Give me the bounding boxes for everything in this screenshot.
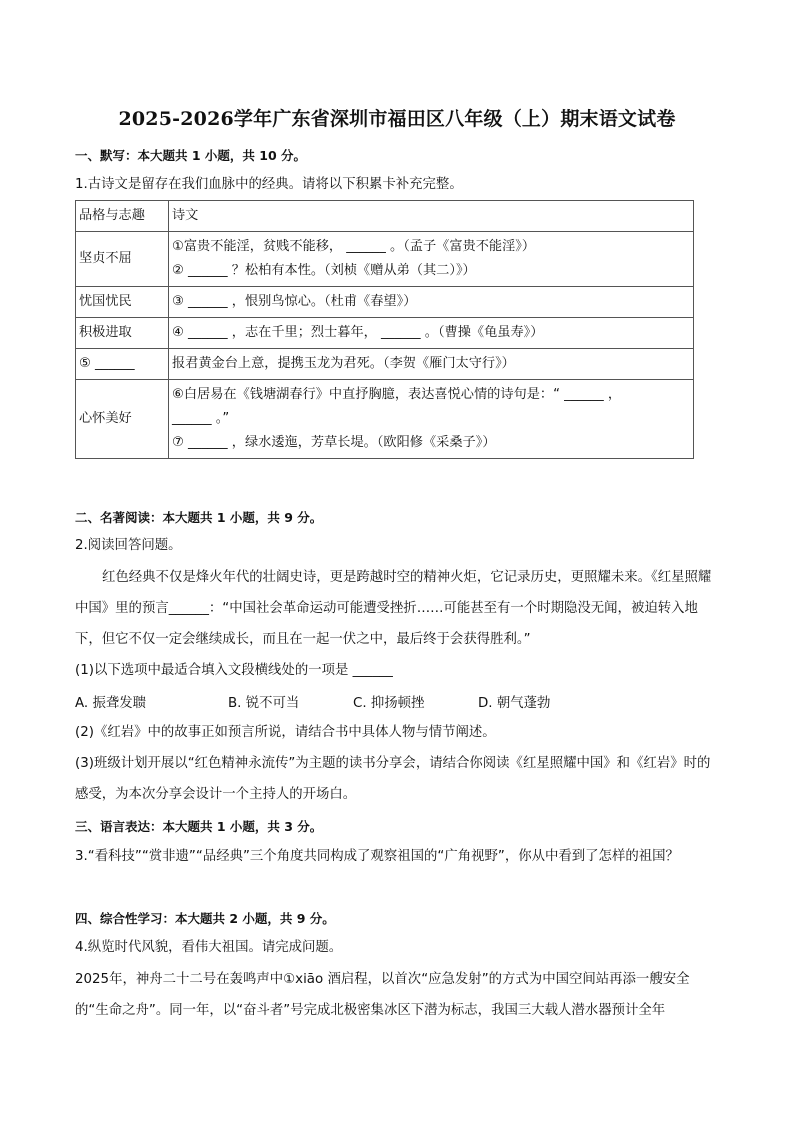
passage-red-classics: 红色经典不仅是烽火年代的壮阔史诗，更是跨越时空的精神火炬，它记录历史，更照耀未来。《红星照耀中国》里的预言______：“中国社会革命运动可能遭受挫折……可能甚至有一个时期隐没无闻，被迫转入地下，但它不仅一定会继续成长，而且在一起一伏之中，最后终于会获得胜利。” [75, 570, 712, 647]
poem-line: ② ______ ？松柏有本性。（刘桢《赠从弟（其二）》） [172, 263, 476, 278]
row-label: ⑤ ______ [76, 349, 169, 380]
option-d: D. 朝气蓬勃 [478, 696, 551, 711]
question-2: 2.阅读回答问题。 [75, 538, 182, 553]
table-row [76, 318, 694, 349]
table-header-cell: 品格与志趣 [76, 201, 169, 232]
sub-question-2: (2)《红岩》中的故事正如预言所说，请结合书中具体人物与情节阐述。 [75, 725, 496, 740]
poem-line: ④ ______ ，志在千里；烈士暮年， ______ 。（曹操《龟虽寿》） [172, 325, 544, 340]
option-c: C. 抑扬顿挫 [353, 696, 425, 711]
sub-question-1: (1)以下选项中最适合填入文段横线处的一项是 ______ [75, 663, 393, 678]
poem-line: ⑦ ______ ，绿水逶迤，芳草长堤。（欧阳修《采桑子》） [172, 435, 496, 450]
table-header-cell: 诗文 [169, 201, 694, 232]
sub-question-3: (3)班级计划开展以“红色精神永流传”为主题的读书分享会，请结合你阅读《红星照耀中国》和《红岩》时的感受，为本次分享会设计一个主持人的开场白。 [75, 756, 711, 802]
section4-heading: 四、综合性学习：本大题共 2 小题，共 9 分。 [75, 911, 335, 926]
table-row [76, 287, 694, 318]
table-row [76, 349, 694, 380]
row-label: 心怀美好 [76, 380, 169, 459]
exam-title: 2025-2026学年广东省深圳市福田区八年级（上）期末语文试卷 [118, 108, 676, 130]
row-content [169, 349, 694, 380]
table-header-row [76, 201, 694, 232]
poem-table [75, 200, 694, 459]
table-row [76, 232, 694, 287]
question-3: 3.“看科技”“赏非遗”“品经典”三个角度共同构成了观察祖国的“广角视野”，你从中看到了怎样的祖国？ [75, 849, 679, 864]
section1-heading: 一、默写：本大题共 1 小题，共 10 分。 [75, 148, 307, 163]
poem-line: 报君黄金台上意，提携玉龙为君死。（李贺《雁门太守行》） [172, 356, 515, 371]
row-content [169, 232, 694, 287]
option-a: A. 振聋发聩 [75, 696, 146, 711]
question-4: 4.纵览时代风貌，看伟大祖国。请完成问题。 [75, 940, 343, 955]
poem-line: ③ ______ ，恨别鸟惊心。（杜甫《春望》） [172, 294, 417, 309]
row-label: 积极进取 [76, 318, 169, 349]
option-b: B. 锐不可当 [228, 696, 300, 711]
options-row [75, 692, 720, 711]
row-content [169, 318, 694, 349]
passage-shenzhou: 2025年，神舟二十二号在轰鸣声中①xiāo 酒启程，以首次“应急发射”的方式为中国空间站再添一艘安全的“生命之舟”。同一年，以“奋斗者”号完成北极密集冰区下潜为标志，我国三大载人潜水器预计全年 [75, 972, 690, 1018]
poem-line: ______ 。” [172, 411, 230, 426]
question-1: 1.古诗文是留存在我们血脉中的经典。请将以下积累卡补充完整。 [75, 177, 463, 192]
table-row [76, 380, 694, 459]
row-content [169, 287, 694, 318]
poem-line: ⑥白居易在《钱塘湖春行》中直抒胸臆，表达喜悦心情的诗句是：“ ______ ， [172, 387, 622, 402]
row-content [169, 380, 694, 459]
row-label: 忧国忧民 [76, 287, 169, 318]
section2-heading: 二、名著阅读：本大题共 1 小题，共 9 分。 [75, 510, 323, 525]
poem-line: ①富贵不能淫，贫贱不能移， ______ 。（孟子《富贵不能淫》） [172, 239, 536, 254]
row-label: 坚贞不屈 [76, 232, 169, 287]
section3-heading: 三、语言表达：本大题共 1 小题，共 3 分。 [75, 819, 323, 834]
